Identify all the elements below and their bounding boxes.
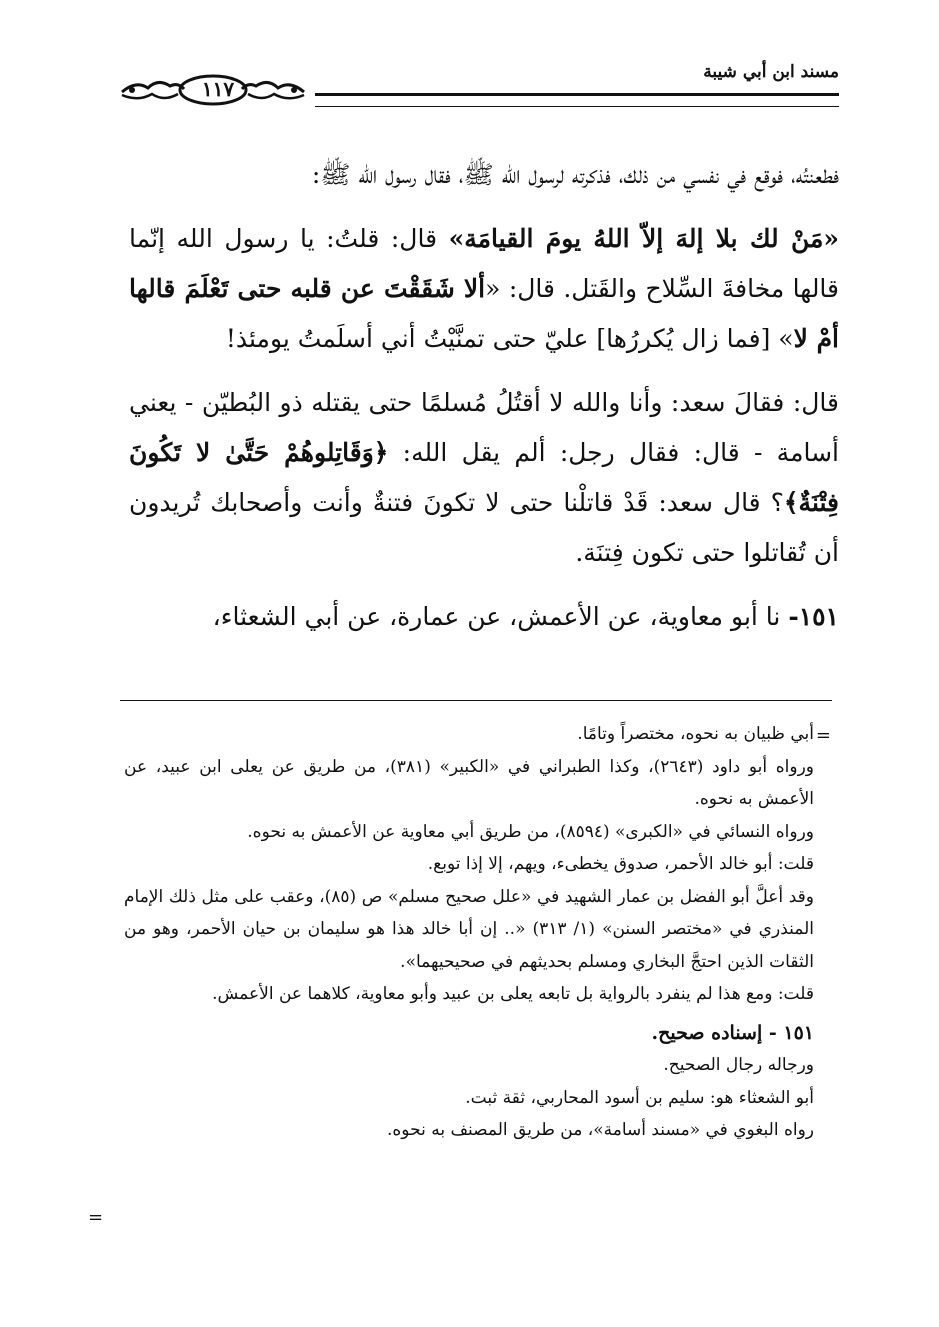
footnote-heading: ١٥١ - إسناده صحيح.	[651, 1021, 814, 1044]
paragraph: فطعنتُه، فوقع في نفسي من ذلك، فذكرته لرسول الله ﷺ، فقال رسول الله ﷺ:	[311, 160, 839, 189]
quran-quote: ﴿وَقَاتِلوهُمْ حَتَّىٰ لا تَكُونَ فِتْنَةٌ﴾	[129, 438, 839, 517]
footnote-line: قلت: ومع هذا لم ينفرد بالرواية بل تابعه يعلى بن عبيد وأبو معاوية، كلاهما عن الأعمش.	[212, 984, 814, 1004]
footnote-line: ورواه النسائي في «الكبرى» (٨٥٩٤)، من طريق أبي معاوية عن الأعمش به نحوه.	[247, 821, 814, 842]
text-span: ؟ قال سعد: قَدْ قاتلْنا حتى لا تكونَ فتنةٌ وأنت وأصحابك تُريدون أن تُقاتلوا حتى تكون فِتنَة.	[129, 488, 839, 567]
hadith-number: ١٥١-	[788, 602, 839, 631]
paragraph	[129, 378, 839, 578]
footnote-line: ورجاله رجال الصحيح.	[663, 1055, 814, 1075]
text-span: قال: قلتُ: يا رسول الله إنّما قالها مخافةَ السِّلاح والقَتل. قال: «	[129, 224, 839, 303]
footnotes	[124, 718, 814, 1147]
continuation-mark: =	[88, 1207, 104, 1228]
footnote-divider	[120, 700, 832, 701]
book-title: مسند ابن أبي شيبة	[703, 62, 839, 82]
continuation-mark: =	[815, 725, 831, 746]
footnote-line: وقد أعلَّ أبو الفضل بن عمار الشهيد في «علل صحيح مسلم» ص (٨٥)، وعقب على مثل ذلك الإمام المنذري في «مختصر السنن» (١/ ٣١٣) «.. إن أبا خالد هذا هو سليمان بن حيان الأحمر، وهو من الثقات الذين احتجَّ البخاري ومسلم بحديثهم في صحيحيهما».	[124, 886, 814, 972]
footnote-line: رواه البغوي في «مسند أسامة»، من طريق المصنف به نحوه.	[387, 1120, 814, 1140]
hadith-quote: ألا شَقَقْتَ عن قلبه حتى تَعْلَمَ قالها أمْ لا	[129, 274, 839, 353]
footnote-line: أبو الشعثاء هو: سليم بن أسود المحاربي، ثقة ثبت.	[465, 1087, 814, 1108]
paragraph	[129, 592, 839, 642]
page-number: ١١٧	[201, 77, 235, 101]
header-rule	[315, 93, 839, 107]
text-span: » [فما زال يُكررُها] عليّ حتى تمنَّيْتُ أني أسلَمتُ يومئذ!	[225, 324, 794, 353]
text-span: نا أبو معاوية، عن الأعمش، عن عمارة، عن أبي الشعثاء،	[212, 602, 789, 631]
main-text	[129, 150, 839, 656]
footnote-line: قلت: أبو خالد الأحمر، صدوق يخطىء، ويهم، إلا إذا توبع.	[427, 854, 814, 874]
text-span: قال: فقالَ سعد: وأنا والله لا أقتُلُ مُسلمًا حتى يقتله ذو البُطيّن - يعني أسامة - قال: فقال رجل: ألم يقل الله:	[129, 388, 839, 467]
footnote-line: ورواه أبو داود (٢٦٤٣)، وكذا الطبراني في «الكبير» (٣٨١)، من طريق عن يعلى ابن عبيد، عن الأعمش به نحوه.	[124, 756, 814, 809]
paragraph	[129, 214, 839, 364]
hadith-quote: «مَنْ لك بلا إلهَ إلاّ اللهُ يومَ القيامَة»	[448, 224, 839, 253]
footnote-line: أبي ظبيان به نحوه، مختصراً وتامًا.	[577, 724, 814, 744]
